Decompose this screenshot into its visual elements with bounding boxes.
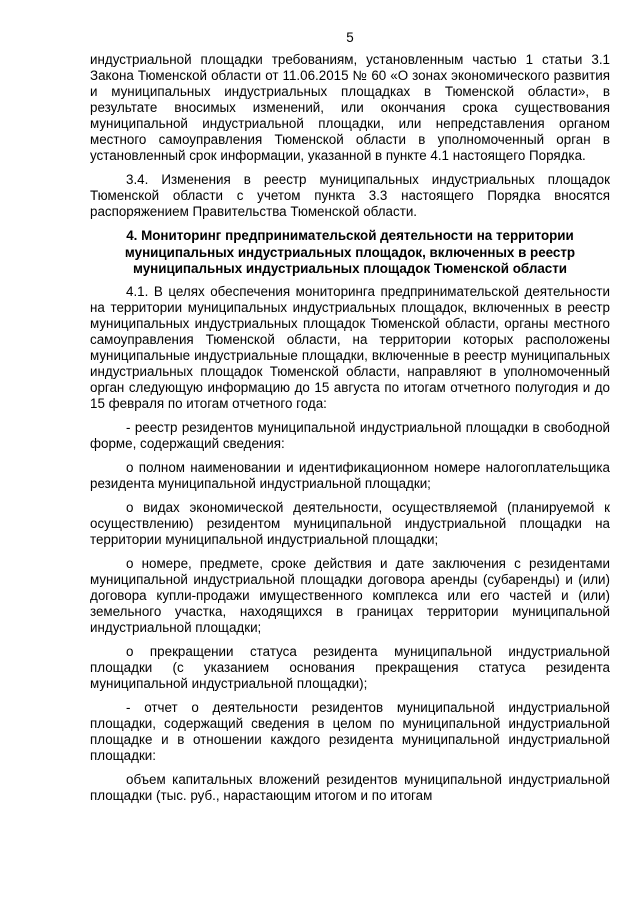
paragraph-activity-report: - отчет о деятельности резидентов муниципальной индустриальной площадки, содержащий сведения в целом по муниципальной индустриальной площадке и в отношении каждого резидента муниципальной индустриальной площадки: [90,699,610,763]
paragraph-capital-investments: объем капитальных вложений резидентов муниципальной индустриальной площадки (тыс. руб., нарастающим итогом и по итогам [90,771,610,803]
paragraph-continuation: индустриальной площадки требованиям, установленным частью 1 статьи 3.1 Закона Тюменской области от 11.06.2015 № 60 «О зонах экономического развития и муниципальных индустриальных площадках в Тюменской области», в результате вносимых изменений, или окончания срока существования муниципальной индустриальной площадки, или непредставления органом местного самоуправления Тюменской области в уполномоченный орган в установленный срок информации, указанной в пункте 4.1 настоящего Порядка. [90,52,610,163]
paragraph-resident-registry: - реестр резидентов муниципальной индустриальной площадки в свободной форме, содержащий сведения: [90,419,610,451]
paragraph-3-4: 3.4. Изменения в реестр муниципальных индустриальных площадок Тюменской области с учетом пункта 3.3 настоящего Порядка вносятся распоряжением Правительства Тюменской области. [90,172,610,219]
paragraph-lease-contracts: о номере, предмете, сроке действия и дате заключения с резидентами муниципальной индустриальной площадки договора аренды (субаренды) и (или) договора купли-продажи имущественного комплекса или его частей и (или) земельного участка, находящихся в границах территории муниципальной индустриальной площадки; [90,555,610,635]
paragraph-activity-types: о видах экономической деятельности, осуществляемой (планируемой к осуществлению) резидентом муниципальной индустриальной площадки на территории муниципальной индустриальной площадки; [90,499,610,547]
document-page [90,30,610,804]
page-number: 5 [346,30,354,45]
paragraph-status-termination: о прекращении статуса резидента муниципальной индустриальной площадки (с указанием основания прекращения статуса резидента муниципальной индустриальной площадки); [90,643,610,691]
paragraph-4-1: 4.1. В целях обеспечения мониторинга предпринимательской деятельности на территории муниципальных индустриальных площадок, включенных в реестр муниципальных индустриальных площадок Тюменской области, органы местного самоуправления Тюменской области, на территории которых расположены муниципальные индустриальные площадки, включенные в реестр муниципальных индустриальных площадок Тюменской области, направляют в уполномоченный орган следующую информацию до 15 августа по итогам отчетного полугодия и до 15 февраля по итогам отчетного года: [90,283,610,411]
paragraph-full-name-inn: о полном наименовании и идентификационном номере налогоплательщика резидента муниципальной индустриальной площадки; [90,459,610,491]
section-heading: 4. Мониторинг предпринимательской деятельности на территории муниципальных индустриальных площадок, включенных в реестр муниципальных индустриальных площадок Тюменской области [124,228,576,276]
